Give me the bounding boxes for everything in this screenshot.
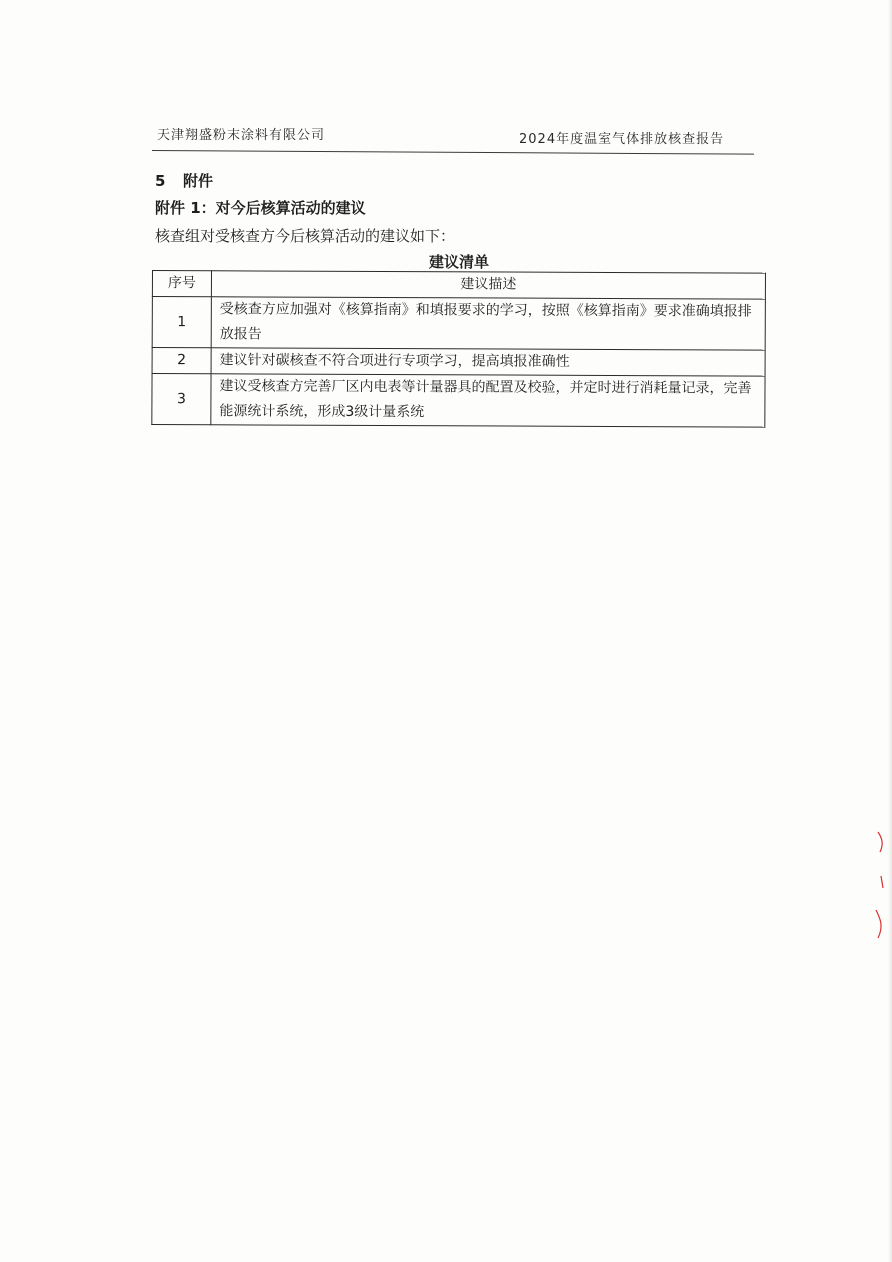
row-num-cell: 3 bbox=[152, 374, 211, 425]
suggestion-table bbox=[151, 270, 766, 428]
row-desc-cell: 建议受核查方完善厂区内电表等计量器具的配置及校验，并定时进行消耗量记录，完善能源统计系统，形成3级计量系统 bbox=[211, 374, 765, 427]
scan-edge bbox=[888, 0, 892, 1262]
row-desc-cell: 受核查方应加强对《核算指南》和填报要求的学习，按照《核算指南》要求准确填报排放报告 bbox=[211, 297, 765, 350]
appendix-intro: 核查组对受核查方今后核算活动的建议如下： bbox=[155, 227, 456, 245]
row-num-cell: 1 bbox=[152, 297, 211, 348]
header-cell-desc: 建议描述 bbox=[211, 271, 765, 299]
table-row bbox=[152, 374, 765, 428]
report-title: 2024年度温室气体排放核查报告 bbox=[519, 132, 725, 147]
row-num-cell: 2 bbox=[152, 348, 211, 374]
header-cell-num: 序号 bbox=[152, 271, 211, 297]
section-heading bbox=[155, 170, 213, 191]
section-title: 附件 bbox=[183, 172, 214, 190]
company-name: 天津翔盛粉末涂料有限公司 bbox=[157, 128, 326, 143]
table-header-row bbox=[152, 271, 765, 300]
appendix-title: 附件 1：对今后核算活动的建议 bbox=[155, 199, 366, 217]
header-divider bbox=[152, 150, 754, 155]
row-desc-cell: 建议针对碳核查不符合项进行专项学习，提高填报准确性 bbox=[211, 348, 765, 376]
table-row bbox=[152, 348, 765, 377]
table-caption: 建议清单 bbox=[428, 253, 489, 271]
seal-edge-mark bbox=[872, 830, 886, 945]
suggestion-table-container bbox=[151, 270, 766, 428]
table-row bbox=[152, 297, 765, 351]
section-number: 5 bbox=[155, 172, 166, 190]
